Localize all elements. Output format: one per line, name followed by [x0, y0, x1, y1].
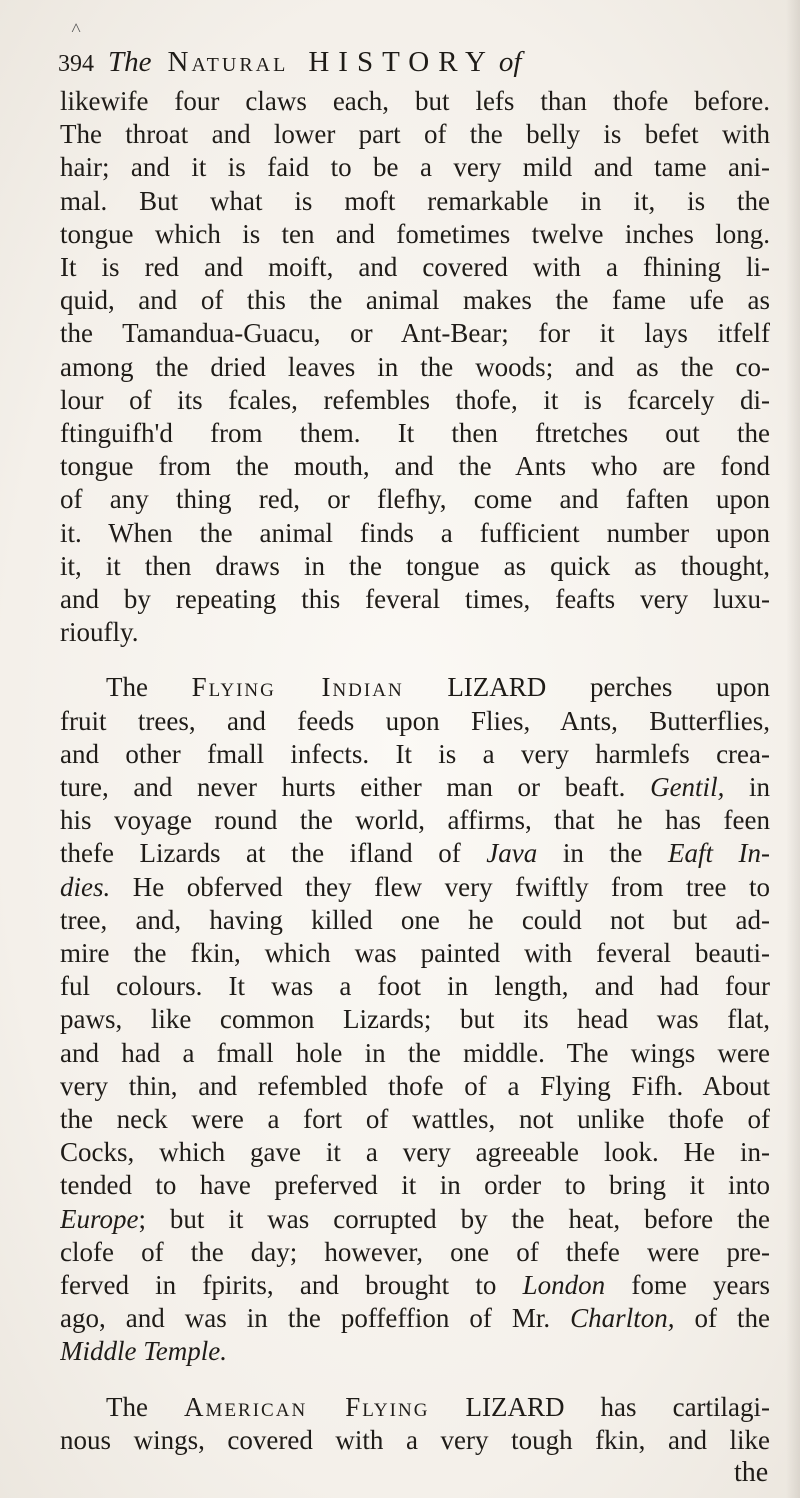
text-line: [60, 1202, 770, 1236]
text-run: ture, and never hurts either man or beaft.: [60, 772, 626, 802]
text-line: very thin, and refembled thofe of a Flying Fifh. About: [60, 1070, 770, 1101]
text-line: the Tamandua-Guacu, or Ant-Bear; for it lays itfelf: [60, 318, 770, 349]
text-run: He obferved they flew very fwiftly from tree to: [132, 871, 770, 902]
italic-name: Charlton,: [570, 1303, 675, 1334]
text-run: ; but it was corrupted by the heat, before the: [138, 1203, 770, 1234]
paragraph-opening: [106, 670, 770, 704]
text-line: [60, 1423, 770, 1457]
lizard-heading: LIZARD: [465, 1391, 565, 1422]
italic-place: Eaft In-: [667, 838, 770, 869]
text-line: [60, 870, 770, 904]
header-natural: Natural: [167, 46, 289, 78]
text-line: clofe of the day; however, one of thefe were pre-: [60, 1236, 770, 1267]
text-run: in: [748, 772, 770, 802]
text-line: [60, 1301, 770, 1335]
text-run: nous wings, covered with a very tough fkin, and like: [60, 1424, 770, 1455]
text-line: quid, and of this the animal makes the fame ufe as: [60, 285, 770, 316]
text-run: of the: [694, 1303, 770, 1334]
text-line: hair; and it is faid to be a very mild and tame ani-: [60, 152, 770, 183]
italic-place: London: [522, 1270, 606, 1300]
text-line: the neck were a fort of wattles, not unlike thofe of: [60, 1104, 770, 1134]
catchword: the: [734, 1456, 769, 1488]
small-caps-heading: Flying Indian: [191, 672, 404, 703]
text-line: it, it then draws in the tongue as quick as thought,: [60, 550, 770, 581]
text-line: It is red and moift, and covered with a fhining li-: [60, 252, 770, 282]
text-run: fome years: [631, 1270, 770, 1300]
italic-place: Europe: [60, 1203, 139, 1234]
text-line: fruit trees, and feeds upon Flies, Ants, Butterflies,: [60, 705, 770, 736]
italic-place: dies.: [60, 871, 111, 902]
text-line: his voyage round the world, affirms, that he has feen: [60, 805, 770, 836]
text-run: ferved in fpirits, and brought to: [60, 1270, 497, 1300]
lizard-heading: LIZARD: [447, 672, 547, 703]
text-line: rioufly.: [60, 617, 139, 648]
italic-place: Java: [486, 838, 538, 869]
text-line: and by repeating this feveral times, feafts very luxu-: [60, 584, 770, 614]
text-line: of any thing red, or flefhy, come and faften upon: [60, 484, 770, 515]
running-header: [58, 42, 770, 82]
text-run: has cartilagi-: [600, 1391, 770, 1422]
text-line: and other fmall infects. It is a very harmlefs crea-: [60, 738, 770, 769]
text-line: among the dried leaves in the woods; and as the co-: [60, 351, 770, 382]
text-line: ful colours. It was a foot in length, and had four: [60, 971, 770, 1002]
text-run: in the: [562, 838, 643, 869]
intro-word: The: [106, 1391, 148, 1422]
text-line: mal. But what is moft remarkable in it, is the: [60, 185, 770, 216]
text-line: [60, 770, 770, 804]
text-line: tree, and, having killed one he could not but ad-: [60, 904, 770, 935]
text-run: perches upon: [589, 672, 770, 703]
text-line: [60, 1334, 770, 1368]
text-line: The throat and lower part of the belly is befet with: [60, 119, 770, 150]
text-line: [106, 1390, 770, 1424]
ink-speck: ˄: [71, 18, 82, 38]
text-line: tongue which is ten and fometimes twelve inches long.: [60, 218, 770, 249]
text-line: lour of its fcales, refembles thofe, it is fcarcely di-: [60, 384, 770, 415]
text-line: and had a fmall hole in the middle. The wings were: [60, 1037, 770, 1068]
text-line: Cocks, which gave it a very agreeable look. He in-: [60, 1137, 770, 1168]
text-line: [60, 836, 770, 870]
header-history: HISTORY: [308, 46, 495, 78]
intro-word: The: [106, 672, 148, 703]
text-line: [60, 1268, 770, 1302]
small-caps-heading: American Flying: [184, 1391, 430, 1422]
text-run: thefe Lizards at the ifland of: [60, 838, 461, 869]
header-of: of: [498, 46, 522, 78]
italic-name: Gentil,: [650, 772, 725, 802]
page-edge-shadow: [786, 0, 800, 1498]
text-line: paws, like common Lizards; but its head was flat,: [60, 1004, 770, 1035]
text-line: mire the fkin, which was painted with feveral beauti-: [60, 938, 770, 968]
text-line: tended to have preferved it in order to bring it into: [60, 1170, 770, 1201]
page-number: 394: [58, 51, 94, 77]
text-line: ftinguifh'd from them. It then ftretches out the: [60, 418, 770, 448]
text-run: ago, and was in the poffeffion of Mr.: [60, 1303, 551, 1334]
text-line: tongue from the mouth, and the Ants who are fond: [60, 451, 770, 482]
italic-place: Middle Temple.: [60, 1336, 227, 1367]
text-line: it. When the animal finds a fufficient number upon: [60, 517, 770, 548]
header-the: The: [108, 46, 152, 78]
text-line: likewife four claws each, but lefs than thofe before.: [60, 86, 770, 116]
